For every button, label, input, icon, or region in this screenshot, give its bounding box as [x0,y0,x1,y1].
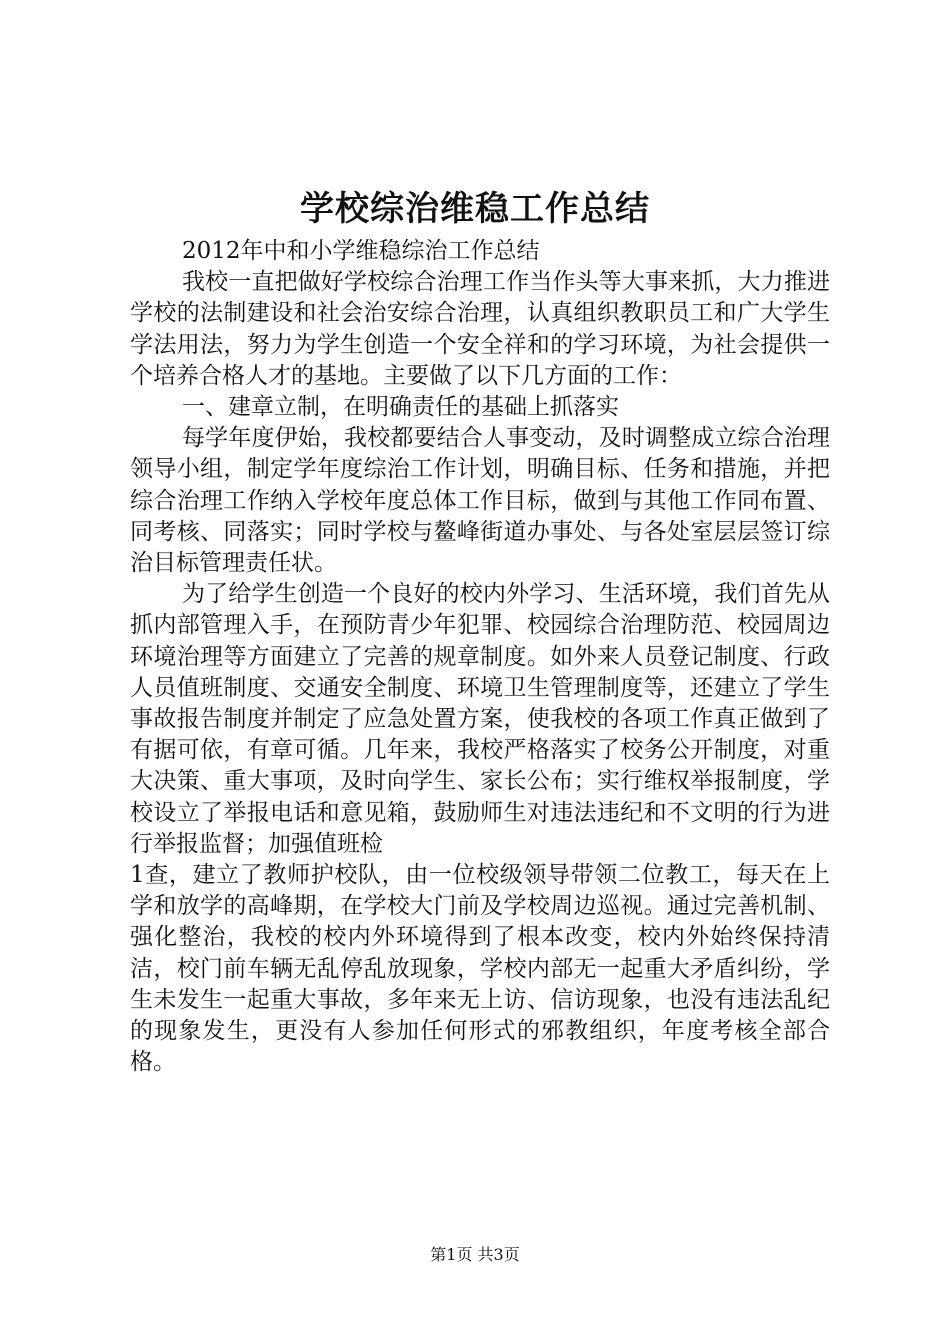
document-subtitle: 2012年中和小学维稳综治工作总结 [182,238,540,264]
paragraph-patrol: 1查，建立了教师护校队，由一位校级领导带领二位教工，每天在上学和放学的高峰期，在学校大门前及学校周边巡视。通过完善机制、强化整治，我校的校内外环境得到了根本改变，校内外始终保持清洁，校门前车辆无乱停乱放现象，学校内部无一起重大矛盾纠纷，学生未发生一起重大事故，多年来无上访、信访现象，也没有违法乱纪的现象发生，更没有人参加任何形式的邪教组织，年度考核全部合格。 [130,862,830,1076]
document-body [130,236,830,1078]
paragraph-intro: 我校一直把做好学校综合治理工作当作头等大事来抓，大力推进学校的法制建设和社会治安综合治理，认真组织教职员工和广大学生学法用法，努力为学生创造一个安全祥和的学习环境，为社会提供一个培养合格人才的基地。主要做了以下几方面的工作： [130,269,830,389]
section-heading: 一、建章立制，在明确责任的基础上抓落实 [182,394,619,421]
document-title: 学校综治维稳工作总结 [300,189,650,229]
paragraph-responsibility: 每学年度伊始，我校都要结合人事变动，及时调整成立综合治理领导小组，制定学年度综治工作计划，明确目标、任务和措施，并把综合治理工作纳入学校年度总体工作目标，做到与其他工作同布置、同考核、同落实；同时学校与鳌峰街道办事处、与各处室层层签订综治目标管理责任状。 [130,425,830,577]
page-footer: 第1页 共3页 [430,1245,520,1264]
paragraph-management: 为了给学生创造一个良好的校内外学习、生活环境，我们首先从抓内部管理入手，在预防青少年犯罪、校园综合治理防范、校园周边环境治理等方面建立了完善的规章制度。如外来人员登记制度、行政人员值班制度、交通安全制度、环境卫生管理制度等，还建立了学生事故报告制度并制定了应急处置方案，使我校的各项工作真正做到了有据可依，有章可循。几年来，我校严格落实了校务公开制度，对重大决策、重大事项，及时向学生、家长公布；实行维权举报制度，学校设立了举报电话和意见箱，鼓励师生对违法违纪和不文明的行为进行举报监督；加强值班检 [130,581,830,857]
